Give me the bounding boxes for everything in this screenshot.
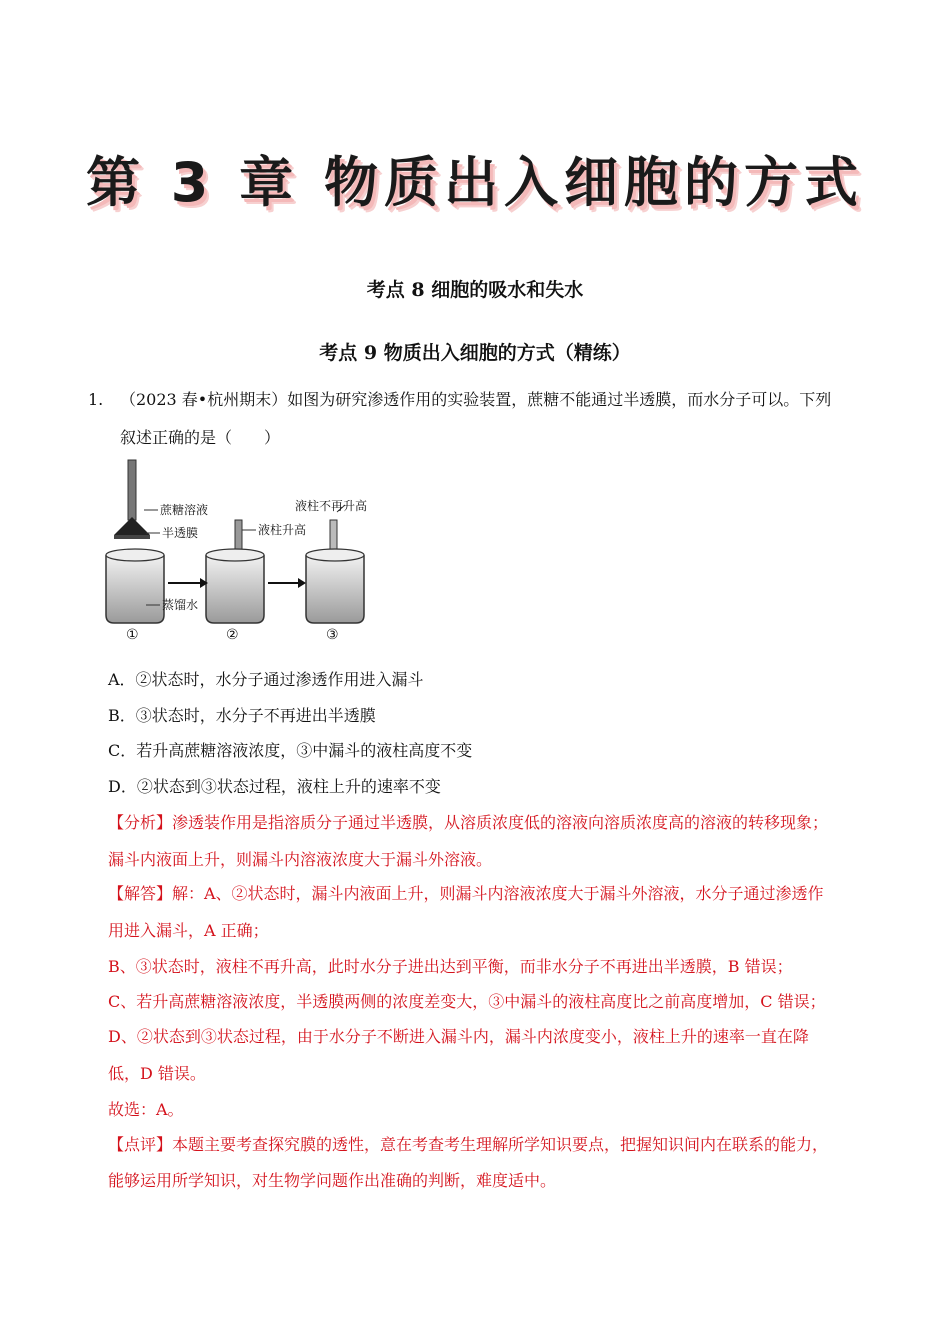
analysis-line2: 漏斗内液面上升，则漏斗内溶液浓度大于漏斗外溶液。	[108, 850, 493, 869]
question-number: 1.	[88, 390, 104, 409]
analysis-line1: 【分析】渗透装作用是指溶质分子通过半透膜，从溶质浓度低的溶液向溶质浓度高的溶液的转移现象；	[108, 813, 829, 832]
option-d: D．②状态到③状态过程，液柱上升的速率不变	[108, 777, 441, 796]
comment-line1: 【点评】本题主要考查探究膜的透性，意在考查考生理解所学知识要点，把握知识间内在联系的能力，	[108, 1135, 829, 1154]
label-column-stops-rising: 液柱不再升高	[295, 499, 368, 513]
section-heading-2: 考点 9 物质出入细胞的方式（精练）	[319, 342, 631, 364]
section-heading-1: 考点 8 细胞的吸水和失水	[366, 279, 584, 301]
question-stem-line1: （2023 春•杭州期末）如图为研究渗透作用的实验装置，蔗糖不能通过半透膜，而水分子可以。下列	[120, 390, 832, 409]
question-stem-line2: 叙述正确的是（ ）	[120, 428, 281, 447]
answer-choice: 故选：A。	[108, 1100, 184, 1119]
answer-line2: 用进入漏斗，A 正确；	[108, 921, 269, 940]
state-label-2: ②	[226, 627, 239, 643]
osmosis-apparatus-figure	[100, 455, 400, 645]
state-label-3: ③	[326, 627, 339, 643]
arrow-2-to-3	[268, 578, 306, 588]
option-a: A．②状态时，水分子通过渗透作用进入漏斗	[108, 670, 424, 689]
chapter-title: 第 3 章 物质出入细胞的方式	[86, 151, 864, 214]
beaker-2	[206, 520, 264, 623]
arrow-1-to-2	[168, 578, 208, 588]
state-label-1: ①	[126, 627, 139, 643]
option-b: B．③状态时，水分子不再进出半透膜	[108, 706, 376, 725]
label-sucrose-solution: 蔗糖溶液	[160, 503, 209, 517]
answer-line5: D、②状态到③状态过程，由于水分子不断进入漏斗内，漏斗内浓度变小，液柱上升的速率一直在降	[108, 1027, 809, 1046]
beaker-3	[306, 520, 364, 623]
label-distilled-water: 蒸馏水	[162, 598, 199, 612]
answer-line6: 低，D 错误。	[108, 1064, 206, 1083]
answer-line1: 【解答】解：A、②状态时，漏斗内液面上升，则漏斗内溶液浓度大于漏斗外溶液，水分子通过渗透作	[108, 884, 824, 903]
option-c: C．若升高蔗糖溶液浓度，③中漏斗的液柱高度不变	[108, 741, 473, 760]
comment-line2: 能够运用所学知识，对生物学问题作出准确的判断，难度适中。	[108, 1171, 557, 1190]
answer-line3: B、③状态时，液柱不再升高，此时水分子进出达到平衡，而非水分子不再进出半透膜，B 错误；	[108, 957, 793, 976]
label-semipermeable-membrane: 半透膜	[162, 526, 199, 540]
label-column-rises: 液柱升高	[258, 523, 307, 537]
beaker-1	[106, 460, 164, 623]
answer-line4: C、若升高蔗糖溶液浓度，半透膜两侧的浓度差变大，③中漏斗的液柱高度比之前高度增加，C 错误；	[108, 992, 826, 1011]
